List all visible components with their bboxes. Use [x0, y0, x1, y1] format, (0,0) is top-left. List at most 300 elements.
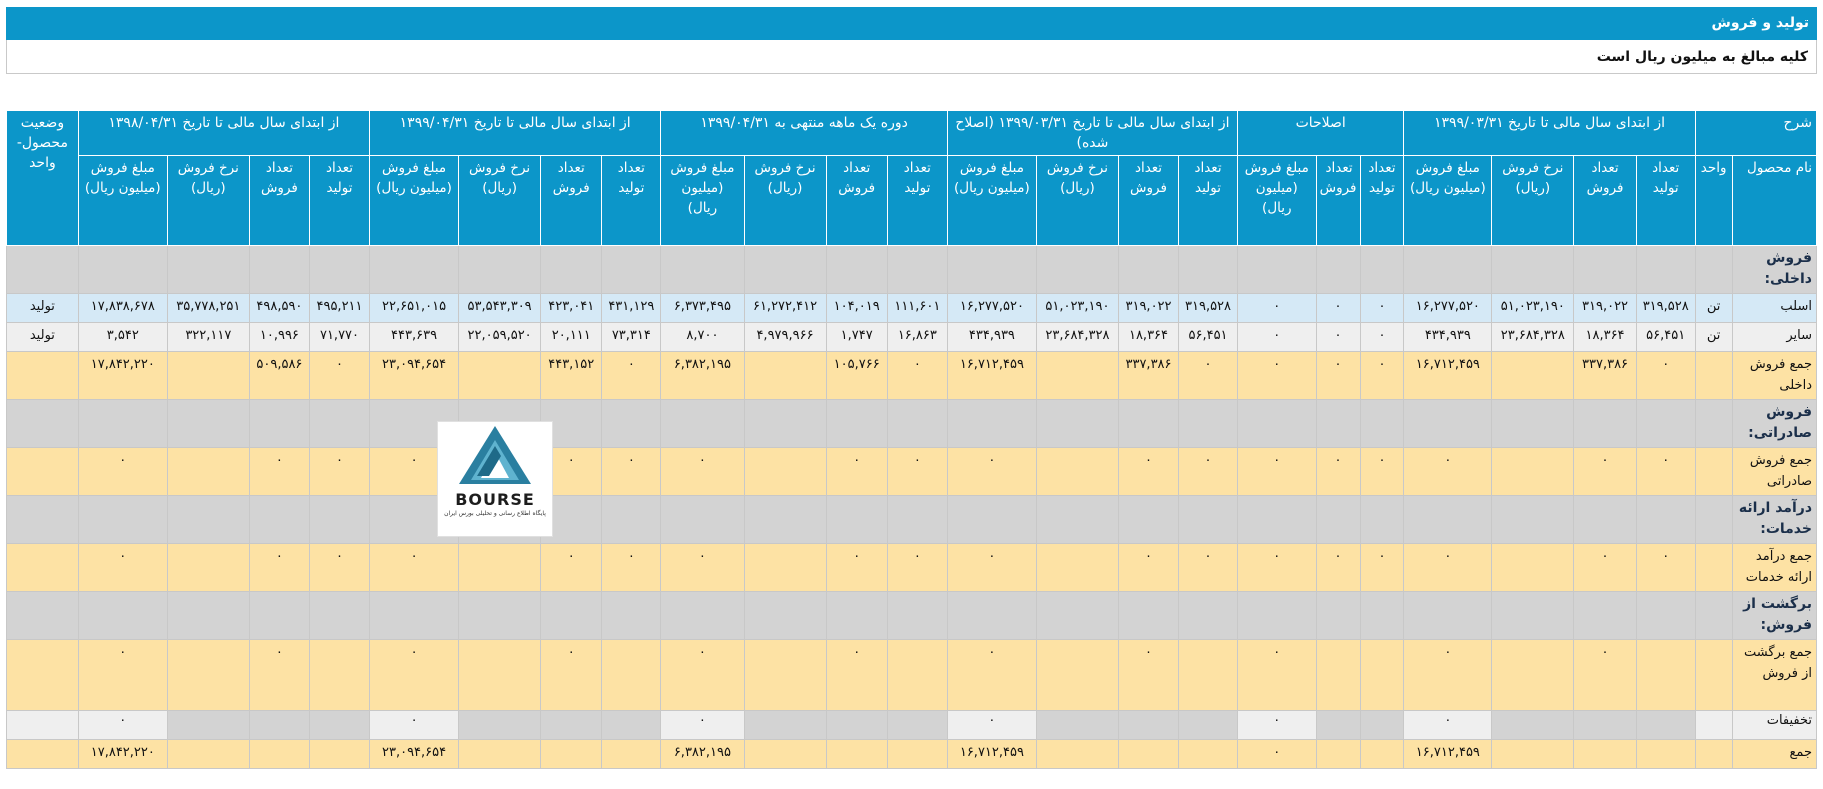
table-cell: ۰: [1404, 640, 1492, 711]
production-sales-table: [6, 110, 1817, 769]
table-cell: [370, 592, 459, 640]
table-cell: ۱۶,۷۱۲,۴۵۹: [947, 352, 1036, 400]
table-cell: [1179, 711, 1238, 740]
table-cell: ۰: [541, 448, 602, 496]
table-cell: [1492, 592, 1574, 640]
col-product: نام محصول: [1732, 156, 1816, 246]
row-label: جمع فروش صادراتی: [1732, 448, 1816, 496]
group-1398-04: از ابتدای سال مالی تا تاریخ ۱۳۹۸/۰۴/۳۱: [78, 111, 369, 156]
table-row: [7, 711, 1817, 740]
table-cell: ۰: [1179, 352, 1238, 400]
table-cell: [249, 246, 309, 294]
table-cell: ۰: [661, 640, 744, 711]
table-cell: [1118, 400, 1178, 448]
row-unit: [1695, 592, 1732, 640]
table-cell: ۰: [602, 352, 661, 400]
table-cell: [1574, 400, 1636, 448]
table-cell: ۴۴۳,۱۵۲: [541, 352, 602, 400]
table-cell: [887, 400, 947, 448]
table-cell: [1636, 246, 1695, 294]
table-cell: ۰: [1574, 448, 1636, 496]
table-cell: ۳۵,۷۷۸,۲۵۱: [167, 294, 249, 323]
section-title: تولید و فروش: [6, 7, 1817, 40]
table-cell: ۲۳,۰۹۴,۶۵۴: [370, 352, 459, 400]
table-cell: ۰: [1360, 352, 1404, 400]
table-cell: ۰: [826, 640, 887, 711]
table-cell: ۰: [1237, 711, 1316, 740]
row-unit: [1695, 711, 1732, 740]
table-cell: [1237, 246, 1316, 294]
table-cell: [947, 400, 1036, 448]
table-cell: ۰: [249, 544, 309, 592]
table-cell: [1036, 448, 1118, 496]
col-rate: نرخ فروش (ریال): [1036, 156, 1118, 246]
row-status: [7, 400, 79, 448]
table-cell: ۰: [1636, 448, 1695, 496]
group-1399-03-corrected: از ابتدای سال مالی تا تاریخ ۱۳۹۹/۰۳/۳۱ (اصلاح شده): [947, 111, 1237, 156]
table-cell: [1118, 592, 1178, 640]
table-cell: [744, 544, 826, 592]
table-cell: [744, 448, 826, 496]
table-cell: [1118, 740, 1178, 769]
table-cell: [1492, 448, 1574, 496]
table-cell: ۲۳,۶۸۴,۳۲۸: [1492, 323, 1574, 352]
table-cell: [1360, 711, 1404, 740]
table-cell: ۰: [78, 544, 167, 592]
table-cell: [1237, 592, 1316, 640]
table-cell: [1360, 740, 1404, 769]
table-cell: ۰: [947, 544, 1036, 592]
col-prod-qty: تعداد تولید: [887, 156, 947, 246]
logo-word: BOURSE: [455, 490, 535, 509]
table-cell: ۵۰۹,۵۸۶: [249, 352, 309, 400]
table-cell: ۵۳,۵۴۳,۳۰۹: [459, 294, 541, 323]
status-header: وضعیت محصول-واحد: [7, 111, 79, 246]
table-row: [7, 496, 1817, 544]
table-cell: [1636, 640, 1695, 711]
table-cell: [1636, 711, 1695, 740]
table-cell: [887, 711, 947, 740]
col-unit: واحد: [1695, 156, 1732, 246]
table-cell: [1237, 400, 1316, 448]
table-cell: ۳۱۹,۵۲۸: [1636, 294, 1695, 323]
table-row: [7, 640, 1817, 711]
table-cell: ۰: [1360, 448, 1404, 496]
table-cell: ۰: [78, 640, 167, 711]
row-status: [7, 592, 79, 640]
table-cell: [167, 544, 249, 592]
row-status: [7, 544, 79, 592]
row-label: درآمد ارائه خدمات:: [1732, 496, 1816, 544]
table-cell: ۰: [947, 640, 1036, 711]
table-cell: ۰: [887, 352, 947, 400]
table-cell: [1404, 496, 1492, 544]
table-cell: ۱۶,۲۷۷,۵۲۰: [1404, 294, 1492, 323]
table-cell: ۱۰,۹۹۶: [249, 323, 309, 352]
table-cell: [1179, 246, 1238, 294]
table-cell: [602, 740, 661, 769]
table-cell: [167, 400, 249, 448]
table-cell: [309, 246, 369, 294]
table-cell: [1360, 400, 1404, 448]
table-cell: [602, 400, 661, 448]
table-cell: [167, 448, 249, 496]
table-cell: [1118, 246, 1178, 294]
table-cell: ۲۳,۰۹۴,۶۵۴: [370, 740, 459, 769]
row-label: تخفیفات: [1732, 711, 1816, 740]
table-cell: ۰: [1237, 740, 1316, 769]
table-cell: ۱۷,۸۳۸,۶۷۸: [78, 294, 167, 323]
table-cell: ۰: [947, 448, 1036, 496]
table-cell: ۶,۳۷۳,۴۹۵: [661, 294, 744, 323]
row-label: جمع فروش داخلی: [1732, 352, 1816, 400]
table-cell: ۶,۳۸۲,۱۹۵: [661, 352, 744, 400]
table-cell: [602, 592, 661, 640]
table-cell: [887, 740, 947, 769]
table-cell: ۰: [826, 544, 887, 592]
table-cell: [541, 246, 602, 294]
table-cell: ۱۷,۸۴۲,۲۲۰: [78, 740, 167, 769]
table-cell: ۰: [1636, 544, 1695, 592]
table-cell: ۱۸,۳۶۴: [1118, 323, 1178, 352]
table-cell: [167, 711, 249, 740]
table-cell: [887, 246, 947, 294]
table-row: [7, 246, 1817, 294]
col-rate: نرخ فروش (ریال): [459, 156, 541, 246]
group-1399-04: از ابتدای سال مالی تا تاریخ ۱۳۹۹/۰۴/۳۱: [370, 111, 661, 156]
table-cell: [744, 400, 826, 448]
table-cell: ۱۷,۸۴۲,۲۲۰: [78, 352, 167, 400]
table-cell: ۰: [1237, 544, 1316, 592]
table-row: [7, 544, 1817, 592]
table-cell: [1636, 400, 1695, 448]
table-cell: ۰: [602, 448, 661, 496]
table-cell: [309, 640, 369, 711]
table-cell: [1574, 496, 1636, 544]
table-cell: [541, 740, 602, 769]
table-cell: ۰: [249, 640, 309, 711]
row-status: تولید: [7, 294, 79, 323]
col-prod-qty: تعداد تولید: [1360, 156, 1404, 246]
table-cell: ۰: [1237, 448, 1316, 496]
table-cell: ۳۱۹,۰۲۲: [1574, 294, 1636, 323]
table-cell: ۴۴۳,۶۳۹: [370, 323, 459, 352]
table-cell: ۴۹۵,۲۱۱: [309, 294, 369, 323]
table-cell: ۰: [1237, 352, 1316, 400]
col-sale-qty: تعداد فروش: [1316, 156, 1360, 246]
table-cell: [744, 640, 826, 711]
table-cell: ۰: [1316, 352, 1360, 400]
table-cell: ۰: [1237, 640, 1316, 711]
row-status: [7, 448, 79, 496]
row-unit: [1695, 448, 1732, 496]
table-cell: [1492, 246, 1574, 294]
table-cell: [1316, 640, 1360, 711]
table-cell: ۰: [1179, 544, 1238, 592]
table-cell: [1316, 592, 1360, 640]
table-cell: [1360, 496, 1404, 544]
table-cell: [167, 740, 249, 769]
table-cell: ۸,۷۰۰: [661, 323, 744, 352]
table-cell: [661, 592, 744, 640]
table-cell: [1036, 740, 1118, 769]
table-cell: [1316, 496, 1360, 544]
row-unit: [1695, 246, 1732, 294]
col-amount: مبلغ فروش (میلیون ریال): [661, 156, 744, 246]
table-cell: [1404, 592, 1492, 640]
table-cell: ۰: [370, 544, 459, 592]
table-cell: ۳۱۹,۰۲۲: [1118, 294, 1178, 323]
table-cell: [249, 711, 309, 740]
table-cell: ۶,۳۸۲,۱۹۵: [661, 740, 744, 769]
table-cell: [661, 400, 744, 448]
table-cell: [1316, 711, 1360, 740]
bourse-logo-icon: [455, 422, 535, 488]
table-cell: ۰: [887, 544, 947, 592]
col-amount: مبلغ فروش (میلیون ریال): [78, 156, 167, 246]
table-cell: [602, 496, 661, 544]
table-cell: ۰: [1404, 711, 1492, 740]
table-cell: [249, 400, 309, 448]
row-unit: [1695, 740, 1732, 769]
table-cell: ۰: [826, 448, 887, 496]
group-corrections: اصلاحات: [1237, 111, 1403, 156]
table-cell: [744, 246, 826, 294]
table-cell: ۳,۵۴۲: [78, 323, 167, 352]
table-cell: [1036, 496, 1118, 544]
table-cell: ۲۳,۶۸۴,۳۲۸: [1036, 323, 1118, 352]
table-cell: ۰: [78, 448, 167, 496]
table-cell: [78, 400, 167, 448]
table-cell: [541, 711, 602, 740]
table-cell: ۱۰۴,۰۱۹: [826, 294, 887, 323]
table-cell: [78, 496, 167, 544]
row-unit: تن: [1695, 294, 1732, 323]
table-cell: [309, 400, 369, 448]
table-cell: ۱۶,۲۷۷,۵۲۰: [947, 294, 1036, 323]
table-cell: [1036, 711, 1118, 740]
table-cell: [1574, 740, 1636, 769]
col-rate: نرخ فروش (ریال): [744, 156, 826, 246]
table-cell: ۵۶,۴۵۱: [1636, 323, 1695, 352]
table-cell: [744, 740, 826, 769]
table-cell: ۴۳۱,۱۲۹: [602, 294, 661, 323]
table-cell: ۰: [1118, 544, 1178, 592]
table-cell: ۰: [370, 640, 459, 711]
table-cell: ۱۶,۸۶۳: [887, 323, 947, 352]
table-cell: ۳۲۲,۱۱۷: [167, 323, 249, 352]
table-cell: ۵۱,۰۲۳,۱۹۰: [1492, 294, 1574, 323]
amounts-note: کلیه مبالغ به میلیون ریال است: [6, 40, 1817, 74]
col-sale-qty: تعداد فروش: [541, 156, 602, 246]
table-cell: ۰: [602, 544, 661, 592]
col-amount: مبلغ فروش (میلیون ریال): [1237, 156, 1316, 246]
table-cell: ۳۳۷,۳۸۶: [1574, 352, 1636, 400]
table-row: [7, 352, 1817, 400]
table-cell: [167, 592, 249, 640]
table-cell: [1492, 400, 1574, 448]
table-cell: ۰: [1237, 323, 1316, 352]
table-cell: [947, 246, 1036, 294]
table-cell: [661, 496, 744, 544]
row-label: جمع: [1732, 740, 1816, 769]
table-cell: ۰: [1118, 448, 1178, 496]
table-cell: ۰: [1404, 448, 1492, 496]
row-label: جمع درآمد ارائه خدمات: [1732, 544, 1816, 592]
table-cell: ۰: [1574, 544, 1636, 592]
table-cell: [887, 592, 947, 640]
table-cell: [744, 352, 826, 400]
table-cell: [309, 496, 369, 544]
group-desc: شرح: [1695, 111, 1816, 156]
table-cell: ۱,۷۴۷: [826, 323, 887, 352]
table-cell: ۰: [947, 711, 1036, 740]
table-cell: [826, 711, 887, 740]
table-cell: ۰: [541, 544, 602, 592]
row-status: [7, 246, 79, 294]
col-amount: مبلغ فروش (میلیون ریال): [947, 156, 1036, 246]
table-cell: ۰: [370, 711, 459, 740]
row-unit: [1695, 544, 1732, 592]
table-row: [7, 400, 1817, 448]
group-1399-03: از ابتدای سال مالی تا تاریخ ۱۳۹۹/۰۳/۳۱: [1404, 111, 1695, 156]
table-cell: ۴۲۳,۰۴۱: [541, 294, 602, 323]
table-cell: ۰: [1404, 544, 1492, 592]
table-cell: [1492, 352, 1574, 400]
table-cell: ۱۰۵,۷۶۶: [826, 352, 887, 400]
table-cell: ۲۲,۰۵۹,۵۲۰: [459, 323, 541, 352]
table-cell: [167, 352, 249, 400]
table-cell: ۰: [370, 448, 459, 496]
table-cell: ۰: [1316, 544, 1360, 592]
table-cell: [1636, 592, 1695, 640]
table-cell: [1036, 640, 1118, 711]
table-cell: ۴,۹۷۹,۹۶۶: [744, 323, 826, 352]
table-cell: [1118, 711, 1178, 740]
table-cell: [1316, 400, 1360, 448]
table-cell: ۱۶,۷۱۲,۴۵۹: [947, 740, 1036, 769]
col-sale-qty: تعداد فروش: [826, 156, 887, 246]
col-sale-qty: تعداد فروش: [249, 156, 309, 246]
col-amount: مبلغ فروش (میلیون ریال): [1404, 156, 1492, 246]
table-cell: ۰: [661, 544, 744, 592]
table-row: [7, 323, 1817, 352]
row-status: [7, 352, 79, 400]
table-cell: ۱۶,۷۱۲,۴۵۹: [1404, 740, 1492, 769]
table-cell: [1492, 740, 1574, 769]
table-cell: [947, 496, 1036, 544]
table-cell: ۵۱,۰۲۳,۱۹۰: [1036, 294, 1118, 323]
table-cell: [1574, 246, 1636, 294]
col-sale-qty: تعداد فروش: [1118, 156, 1178, 246]
row-unit: [1695, 352, 1732, 400]
table-cell: [1360, 592, 1404, 640]
table-cell: [1316, 246, 1360, 294]
table-cell: [1316, 740, 1360, 769]
table-cell: [1179, 640, 1238, 711]
table-cell: ۰: [1179, 448, 1238, 496]
table-cell: ۰: [1237, 294, 1316, 323]
row-unit: [1695, 496, 1732, 544]
table-cell: [744, 496, 826, 544]
table-cell: [541, 592, 602, 640]
table-cell: ۰: [661, 448, 744, 496]
table-cell: ۴۹۸,۵۹۰: [249, 294, 309, 323]
table-cell: [1404, 246, 1492, 294]
table-row: [7, 740, 1817, 769]
table-cell: ۰: [1636, 352, 1695, 400]
row-status: [7, 496, 79, 544]
table-row: [7, 294, 1817, 323]
table-cell: ۰: [661, 711, 744, 740]
table-cell: [459, 740, 541, 769]
table-row: [7, 592, 1817, 640]
table-cell: [309, 711, 369, 740]
table-cell: [826, 400, 887, 448]
table-cell: ۰: [1360, 323, 1404, 352]
table-cell: ۰: [887, 448, 947, 496]
table-cell: [459, 592, 541, 640]
table-cell: [370, 246, 459, 294]
row-label: اسلب: [1732, 294, 1816, 323]
group-one-month: دوره یک ماهه منتهی به ۱۳۹۹/۰۴/۳۱: [661, 111, 948, 156]
col-amount: مبلغ فروش (میلیون ریال): [370, 156, 459, 246]
bourse-logo: [437, 421, 553, 537]
table-cell: [887, 496, 947, 544]
table-cell: [826, 496, 887, 544]
table-cell: ۴۳۴,۹۳۹: [947, 323, 1036, 352]
table-cell: [1636, 740, 1695, 769]
row-label: برگشت از فروش:: [1732, 592, 1816, 640]
table-cell: [602, 711, 661, 740]
table-cell: [459, 544, 541, 592]
table-cell: [1404, 400, 1492, 448]
table-cell: ۰: [309, 544, 369, 592]
table-cell: [1360, 246, 1404, 294]
col-prod-qty: تعداد تولید: [309, 156, 369, 246]
table-cell: [602, 246, 661, 294]
table-cell: ۳۳۷,۳۸۶: [1118, 352, 1178, 400]
col-rate: نرخ فروش (ریال): [1492, 156, 1574, 246]
table-cell: ۰: [249, 448, 309, 496]
table-cell: ۵۶,۴۵۱: [1179, 323, 1238, 352]
table-cell: [459, 711, 541, 740]
table-cell: [459, 640, 541, 711]
table-cell: ۱۸,۳۶۴: [1574, 323, 1636, 352]
table-cell: ۴۳۴,۹۳۹: [1404, 323, 1492, 352]
row-label: جمع برگشت از فروش: [1732, 640, 1816, 711]
row-status: [7, 711, 79, 740]
table-row: [7, 448, 1817, 496]
table-cell: [1360, 640, 1404, 711]
row-status: تولید: [7, 323, 79, 352]
table-cell: [1118, 496, 1178, 544]
table-cell: [1492, 544, 1574, 592]
row-unit: تن: [1695, 323, 1732, 352]
table-cell: [78, 592, 167, 640]
col-prod-qty: تعداد تولید: [602, 156, 661, 246]
table-cell: [1492, 496, 1574, 544]
table-cell: ۲۲,۶۵۱,۰۱۵: [370, 294, 459, 323]
table-cell: [309, 740, 369, 769]
table-cell: ۷۳,۳۱۴: [602, 323, 661, 352]
table-cell: ۱۱۱,۶۰۱: [887, 294, 947, 323]
table-cell: [744, 711, 826, 740]
table-cell: [826, 740, 887, 769]
table-cell: ۰: [1316, 323, 1360, 352]
table-cell: ۰: [78, 711, 167, 740]
row-label: فروش داخلی:: [1732, 246, 1816, 294]
